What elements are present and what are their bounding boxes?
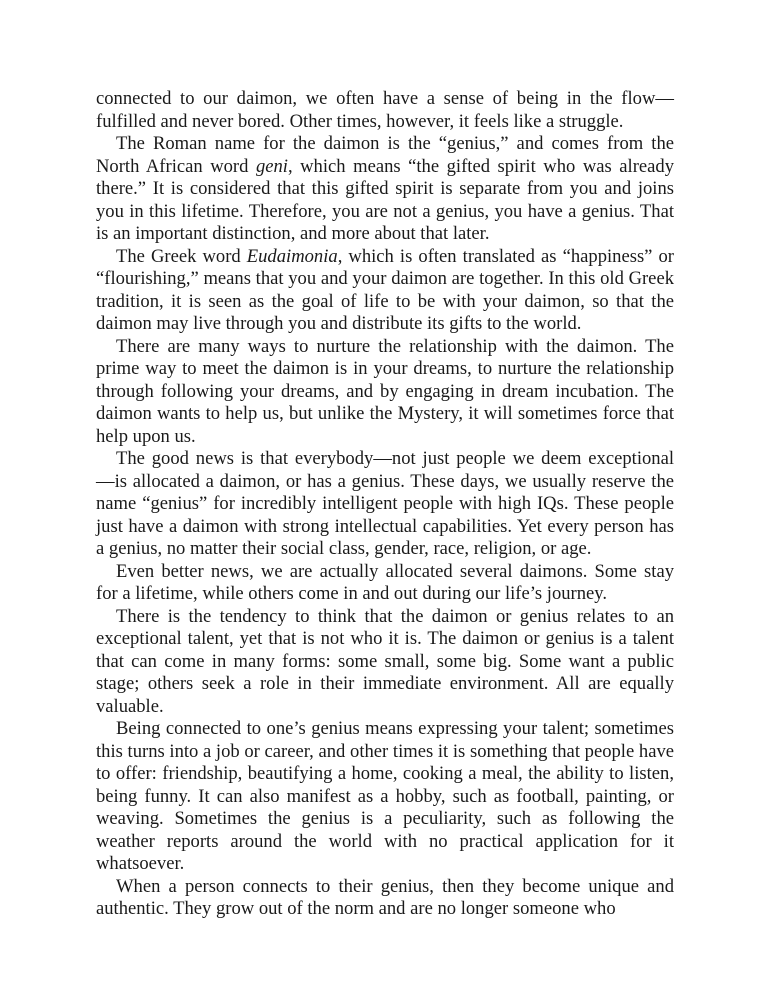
paragraph-text: There is the tendency to think that the daimon or genius relates to an exceptional talent, yet that is not who it is. The daimon or genius is a talent that can come in many forms: some small, some big. Some want a public stage; others seek a role in their immediate environment. All are equally valuable. — [96, 605, 674, 717]
paragraph-8 — [96, 718, 674, 876]
italic-term-eudaimonia: Eudaimonia — [246, 245, 338, 267]
paragraph-7 — [96, 606, 674, 719]
paragraph-4 — [96, 336, 674, 449]
paragraph-text: connected to our daimon, we often have a sense of being in the flow—fulfilled and never bored. Other times, however, it feels like a struggle. — [96, 88, 674, 132]
paragraph-text: , which is often translated as “happiness” or “flourishing,” means that you and your daimon are together. In this old Greek tradition, it is seen as the goal of life to be with your daimon, so that the daimon may live through you and distribute its gifts to the world. — [96, 245, 674, 334]
book-page — [96, 88, 674, 921]
paragraph-text: , which means “the gifted spirit who was already there.” It is considered that this gifted spirit is separate from you and joins you in this lifetime. Therefore, you are not a genius, you have a genius. That is an important distinction, and more about that later. — [96, 155, 674, 244]
paragraph-text: There are many ways to nurture the relationship with the daimon. The prime way to meet the daimon is in your dreams, to nurture the relationship through following your dreams, and by engaging in dream incubation. The daimon wants to help us, but unlike the Mystery, it will sometimes force that help upon us. — [96, 335, 674, 447]
paragraph-1 — [96, 88, 674, 133]
paragraph-text: Even better news, we are actually allocated several daimons. Some stay for a lifetime, while others come in and out during our life’s journey. — [96, 560, 674, 604]
paragraph-text: When a person connects to their genius, then they become unique and authentic. They grow out of the norm and are no longer someone who — [96, 875, 674, 919]
paragraph-text: The Greek word — [116, 245, 247, 267]
paragraph-5 — [96, 448, 674, 561]
paragraph-text: Being connected to one’s genius means expressing your talent; sometimes this turns into a job or career, and other times it is something that people have to offer: friendship, beautifying a home, cooking a meal, the ability to listen, being funny. It can also manifest as a hobby, such as football, painting, or weaving. Sometimes the genius is a peculiarity, such as following the weather reports around the world with no practical application for it whatsoever. — [96, 718, 674, 874]
paragraph-9 — [96, 876, 674, 921]
italic-term-geni: geni — [255, 155, 288, 177]
paragraph-6 — [96, 561, 674, 606]
paragraph-2 — [96, 133, 674, 246]
paragraph-3 — [96, 246, 674, 336]
paragraph-text: The Roman name for the daimon is the “genius,” and comes from the North African word — [96, 133, 674, 177]
paragraph-text: The good news is that everybody—not just people we deem exceptional —is allocated a daimon, or has a genius. These days, we usually reserve the name “genius” for incredibly intelligent people with high IQs. These people just have a daimon with strong intellectual capabilities. Yet every person has a genius, no matter their social class, gender, race, religion, or age. — [96, 448, 674, 559]
